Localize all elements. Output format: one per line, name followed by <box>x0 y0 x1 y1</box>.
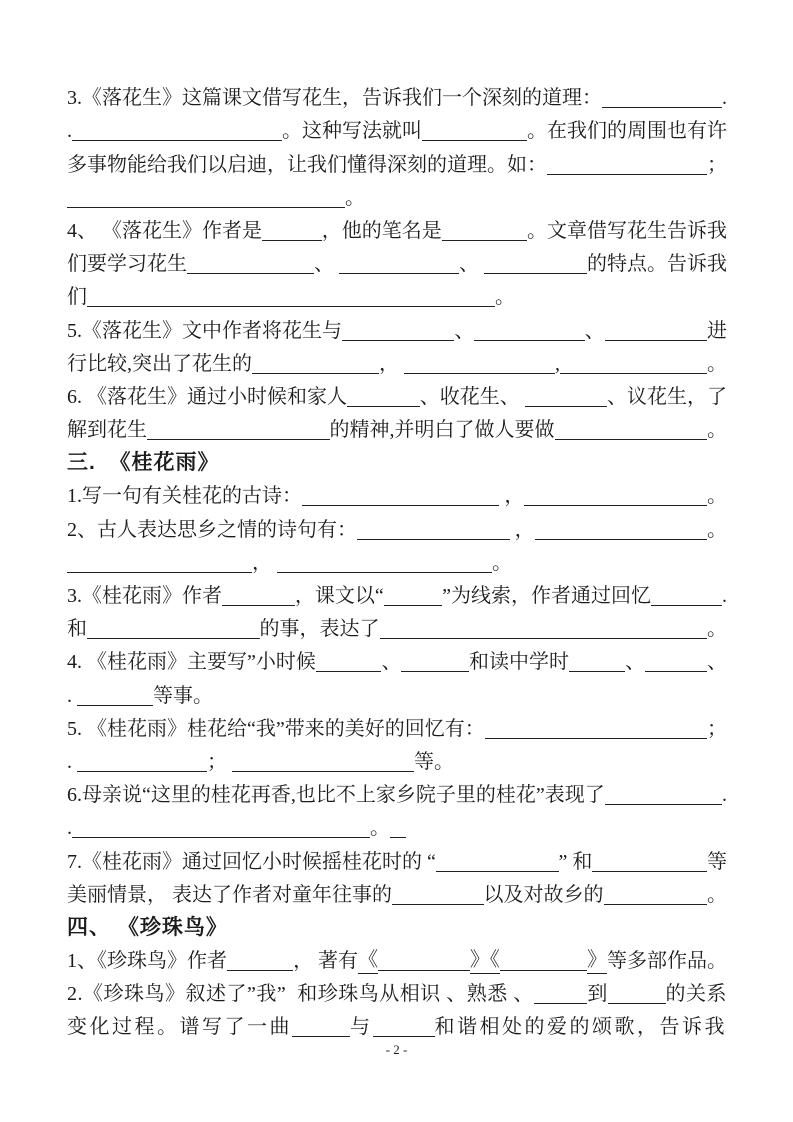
text-run: ， 著有 <box>293 950 359 973</box>
fill-in-blank <box>187 263 314 274</box>
text-run: 的关系 <box>665 983 728 1006</box>
guihuayu-q3-line1 <box>67 576 727 609</box>
text-run: 。 <box>495 286 515 309</box>
guihuayu-q5-line1 <box>67 709 727 742</box>
text-run: 。 <box>707 518 727 541</box>
fill-in-blank <box>569 661 625 672</box>
guihuayu-q1 <box>67 476 727 509</box>
text-run: 、 <box>314 253 339 276</box>
text-run: . <box>722 87 727 110</box>
fill-in-blank <box>67 197 345 208</box>
luohuasheng-q6-line2 <box>67 410 727 443</box>
fill-in-blank <box>339 263 459 274</box>
text-run: 、 <box>707 651 728 674</box>
text-run: ，他的笔名是 <box>321 219 442 242</box>
fill-in-blank <box>373 1026 435 1037</box>
text-run: 、 <box>381 651 402 674</box>
text-run: 6. 《落花生》通过小时候和家人 <box>67 385 347 408</box>
luohuasheng-q4-line3 <box>67 277 727 310</box>
guihuayu-q6-line1 <box>67 775 727 808</box>
section-3-heading <box>67 443 727 476</box>
zhenzhuniao-q2-line1 <box>67 974 727 1007</box>
text-run: . <box>67 750 77 773</box>
fill-in-blank <box>401 661 468 672</box>
text-run: 4. 《桂花雨》主要写”小时候 <box>67 651 316 674</box>
fill-in-blank <box>474 330 584 341</box>
text-run: 进 <box>706 319 727 342</box>
fill-in-blank <box>316 661 382 672</box>
fill-in-blank <box>378 960 470 971</box>
text-run: 。 <box>707 883 727 906</box>
text-run: 等 <box>707 850 727 873</box>
luohuasheng-q4-line1 <box>67 211 727 244</box>
fill-in-blank <box>232 761 414 772</box>
guihuayu-q7-line2 <box>67 875 727 908</box>
fill-in-blank <box>72 130 282 141</box>
fill-in-blank <box>592 861 707 872</box>
text-run: 等。 <box>414 750 454 773</box>
text-run: ， <box>509 518 535 541</box>
text-run: 。 <box>707 485 727 508</box>
luohuasheng-q3-line1 <box>67 78 727 111</box>
text-run: 等多部作品。 <box>607 950 727 973</box>
text-run: 到 <box>587 983 608 1006</box>
text-run: 3.《桂花雨》作者 <box>67 585 222 607</box>
page-number: - 2 - <box>385 1042 408 1057</box>
fill-in-blank <box>72 827 370 838</box>
fill-in-blank <box>302 495 499 506</box>
fill-in-blank <box>147 429 330 440</box>
fill-in-blank <box>292 1026 350 1037</box>
text-run: , <box>555 352 560 375</box>
fill-in-blank <box>392 894 484 905</box>
fill-in-blank <box>77 695 153 706</box>
fill-in-blank <box>651 595 722 606</box>
text-run: 解到花生 <box>67 419 147 442</box>
text-run: 与 <box>350 1016 373 1039</box>
luohuasheng-q6-line1 <box>67 377 727 410</box>
text-run: 。 <box>345 186 365 209</box>
guihuayu-q4-line2 <box>67 675 727 708</box>
fill-in-blank <box>500 960 587 971</box>
fill-in-blank <box>534 993 588 1004</box>
fill-in-blank <box>222 595 295 606</box>
document-content <box>67 78 727 1040</box>
text-run: ； <box>707 153 727 176</box>
fill-in-blank <box>87 296 495 307</box>
fill-in-blank <box>484 263 587 274</box>
text-run: 7.《桂花雨》通过回忆小时候摇桂花时的 “ <box>67 850 436 873</box>
text-run: 。 <box>707 352 727 375</box>
text-run: ”为线索，作者通过回忆 <box>442 585 651 607</box>
text-run: 的特点。告诉我 <box>587 253 727 276</box>
guihuayu-q5-line2 <box>67 742 727 775</box>
text-run: 、 <box>584 319 605 342</box>
luohuasheng-q3-line2 <box>67 111 727 144</box>
text-run: ， <box>252 551 277 574</box>
fill-in-blank <box>342 330 454 341</box>
guihuayu-q2-line1 <box>67 509 727 542</box>
text-run: 和读中学时 <box>468 651 569 674</box>
luohuasheng-q5-line1 <box>67 310 727 343</box>
text-run: 、议花生，了 <box>607 385 727 408</box>
guihuayu-q6-line2 <box>67 808 727 841</box>
text-run: 3.《落花生》这篇课文借写花生，告诉我们一个深刻的道理： <box>67 87 602 110</box>
text-run: 。 <box>492 551 512 574</box>
text-run: 。在我们的周围也有许 <box>527 120 727 143</box>
guihuayu-q7-line1 <box>67 841 727 874</box>
text-run: ，课文以“ <box>294 585 384 607</box>
text-run: ； <box>707 717 727 740</box>
fill-in-blank <box>262 230 322 241</box>
luohuasheng-q3-line4 <box>67 178 727 211</box>
fill-in-blank <box>436 861 559 872</box>
fill-in-blank <box>277 562 492 573</box>
text-run: 美丽情景， 表达了作者对童年往事的 <box>67 883 392 906</box>
fill-in-blank <box>404 363 555 374</box>
guihuayu-q2-line2 <box>67 543 727 576</box>
text-run: 1.写一句有关桂花的古诗： <box>67 485 302 508</box>
text-run: 1、《珍珠鸟》作者 <box>67 950 227 973</box>
text-run: 以及对故乡的 <box>483 883 604 906</box>
text-run: 。文章借写花生告诉我 <box>527 219 727 242</box>
text-run: 多事物能给我们以启迪，让我们懂得深刻的道理。如： <box>67 153 547 176</box>
fill-in-blank <box>384 595 442 606</box>
text-run: ” 和 <box>558 850 593 873</box>
fill-in-blank <box>422 130 527 141</box>
text-run: 四、 《珍珠鸟》 <box>67 915 228 939</box>
text-run: 。 <box>370 817 390 840</box>
text-run: ， <box>499 485 525 508</box>
fill-in-blank <box>524 495 707 506</box>
fill-in-blank <box>605 794 722 805</box>
guihuayu-q3-line2 <box>67 609 727 642</box>
fill-in-blank <box>357 529 510 540</box>
fill-in-blank <box>67 562 252 573</box>
guihuayu-q4-line1 <box>67 642 727 675</box>
fill-in-blank <box>645 661 707 672</box>
text-run: 、 <box>625 651 646 674</box>
fill-in-blank <box>560 363 707 374</box>
text-run: 、 <box>454 319 475 342</box>
text-run: 、收花生、 <box>419 385 525 408</box>
luohuasheng-q5-line2 <box>67 344 727 377</box>
text-run: 行比较,突出了花生的 <box>67 352 252 375</box>
text-run: 等事。 <box>153 684 213 707</box>
section-4-heading <box>67 908 727 941</box>
text-run: 2、古人表达思乡之情的诗句有： <box>67 518 357 541</box>
text-run: 《 <box>358 947 378 974</box>
luohuasheng-q4-line2 <box>67 244 727 277</box>
text-run: . <box>722 585 727 607</box>
fill-in-blank <box>227 960 293 971</box>
text-run: 三. 《桂花雨》 <box>67 451 220 475</box>
text-run: 。 <box>707 618 727 641</box>
fill-in-blank <box>525 396 607 407</box>
text-run: 。 <box>707 419 727 442</box>
fill-in-blank <box>547 164 707 175</box>
text-run: 、 <box>459 253 484 276</box>
luohuasheng-q3-line3 <box>67 144 727 177</box>
fill-in-blank <box>252 363 379 374</box>
text-run: 们要学习花生 <box>67 253 187 276</box>
text-run: 》 <box>587 947 607 974</box>
fill-in-blank <box>77 761 207 772</box>
text-run: 》《 <box>470 947 500 974</box>
fill-in-blank <box>442 230 527 241</box>
text-run: 。这种写法就叫 <box>282 120 422 143</box>
text-run: 变化过程。谱写了一曲 <box>67 1016 292 1039</box>
text-run: 的精神,并明白了做人要做 <box>329 419 555 442</box>
fill-in-blank <box>604 894 708 905</box>
fill-in-blank <box>605 330 707 341</box>
text-run: ； <box>207 750 232 773</box>
text-run: 2.《珍珠鸟》叙述了”我” 和珍珠鸟从相识 、熟悉 、 <box>67 983 534 1006</box>
text-run: 5. 《桂花雨》桂花给“我”带来的美好的回忆有： <box>67 717 485 740</box>
fill-in-blank <box>535 529 707 540</box>
fill-in-blank <box>555 429 708 440</box>
text-run: . <box>67 120 72 143</box>
fill-in-blank <box>602 97 722 108</box>
fill-in-blank <box>87 628 260 639</box>
text-run: ， <box>379 352 404 375</box>
zhenzhuniao-q1 <box>67 941 727 974</box>
text-run: 4、 《落花生》作者是 <box>67 219 262 242</box>
text-run: 6.母亲说“这里的桂花再香,也比不上家乡院子里的桂花”表现了 <box>67 784 605 807</box>
fill-in-blank <box>608 993 666 1004</box>
fill-in-blank <box>380 628 708 639</box>
text-run: 和谐相处的爱的颂歌，告诉我 <box>434 1016 727 1039</box>
fill-in-blank <box>485 728 707 739</box>
text-run: . <box>67 817 72 840</box>
fill-in-blank <box>347 396 420 407</box>
text-run: 5.《落花生》文中作者将花生与 <box>67 319 342 342</box>
text-run: . <box>67 684 77 707</box>
text-run: 的事，表达了 <box>259 618 380 641</box>
text-run: 和 <box>67 618 87 641</box>
fill-in-blank <box>390 827 406 838</box>
text-run: 们 <box>67 286 87 309</box>
zhenzhuniao-q2-line2 <box>67 1007 727 1040</box>
text-run: . <box>722 784 727 807</box>
